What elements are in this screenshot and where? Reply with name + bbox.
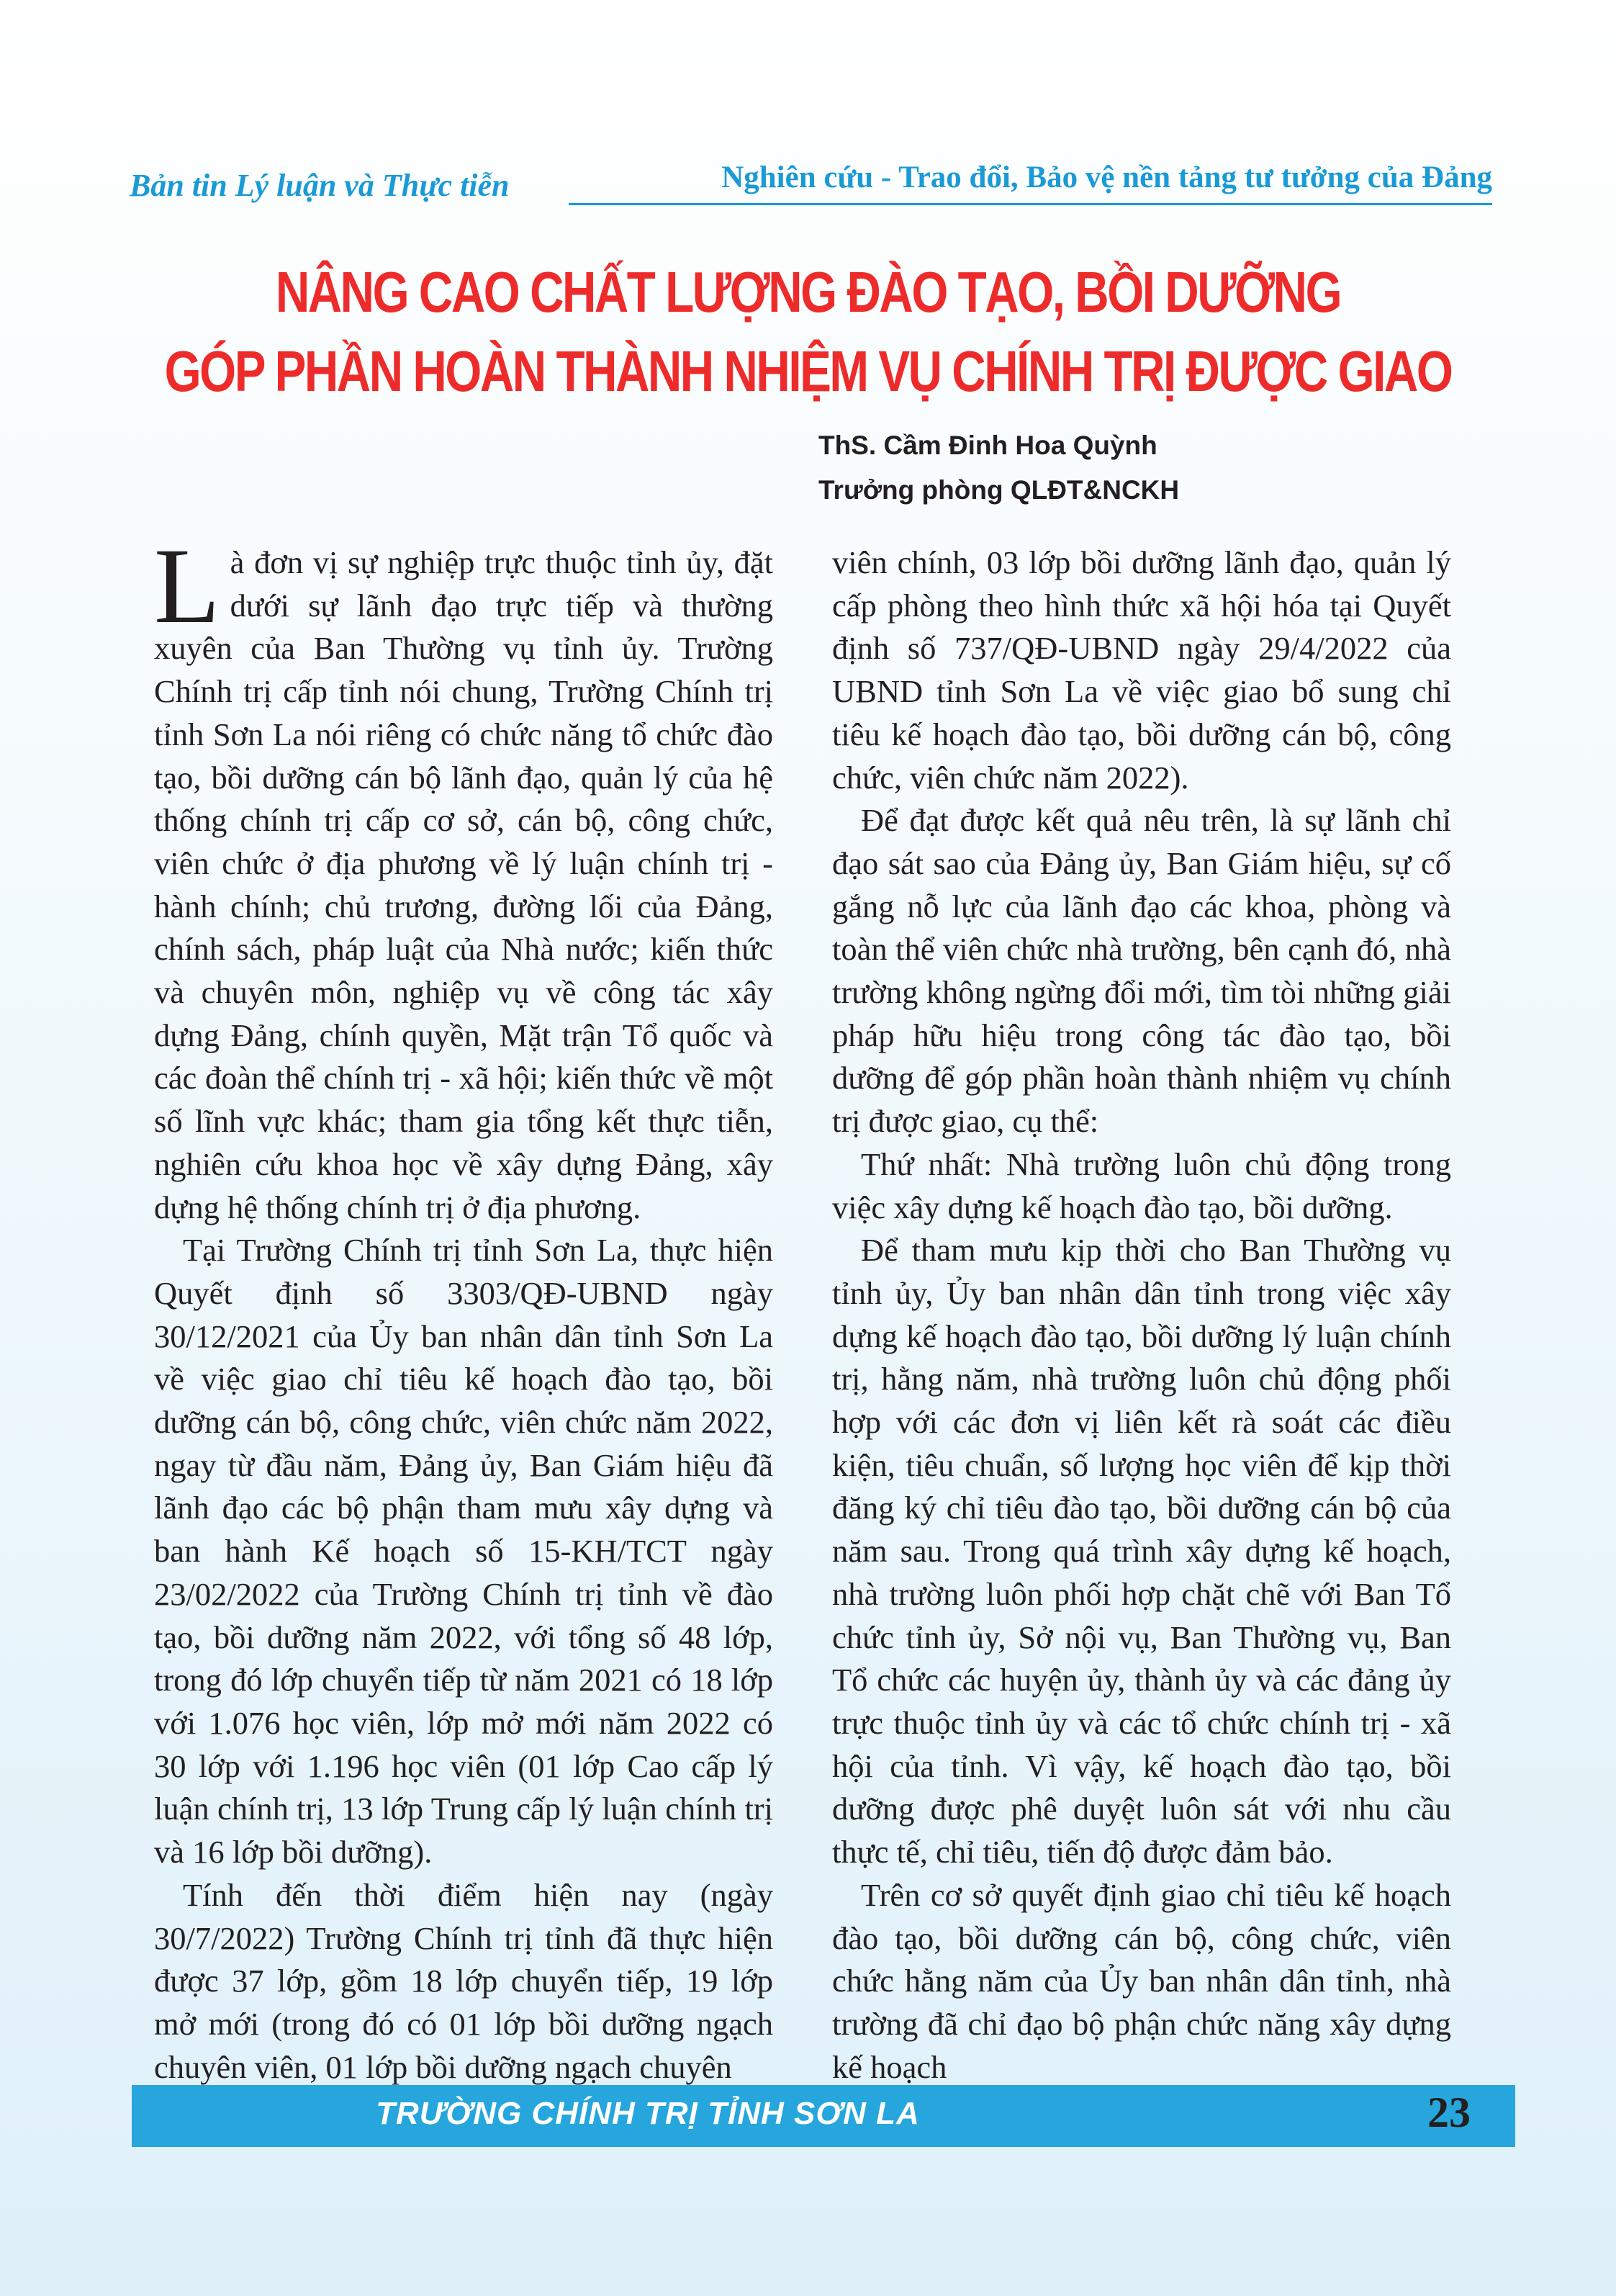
footer-institution: TRƯỜNG CHÍNH TRỊ TỈNH SƠN LA	[376, 2096, 920, 2131]
author-block	[818, 423, 1179, 513]
paragraph: Tính đến thời điểm hiện nay (ngày 30/7/2022) Trường Chính trị tỉnh đã thực hiện được 37 lớp, gồm 18 lớp chuyển tiếp, 19 lớp mở mới (trong đó có 01 lớp bồi dưỡng ngạch chuyên viên, 01 lớp bồi dưỡng ngạch chuyên	[154, 1876, 773, 2085]
author-position: Trưởng phòng QLĐT&NCKH	[818, 475, 1180, 505]
paragraph: Trên cơ sở quyết định giao chỉ tiêu kế hoạch đào tạo, bồi dưỡng cán bộ, công chức, viên chức hằng năm của Ủy ban nhân dân tỉnh, nhà trường đã chỉ đạo bộ phận chức năng xây dựng kế hoạch	[832, 1876, 1451, 2085]
column-left	[154, 526, 773, 2089]
article-title-line-2: GÓP PHẦN HOÀN THÀNH NHIỆM VỤ CHÍNH TRỊ ĐƯỢC GIAO	[164, 339, 1452, 403]
column-right	[832, 541, 1451, 2089]
publication-name: Bản tin Lý luận và Thực tiễn	[130, 168, 510, 203]
paragraph: Tại Trường Chính trị tỉnh Sơn La, thực hiện Quyết định số 3303/QĐ-UBND ngày 30/12/2021 của Ủy ban nhân dân tỉnh Sơn La về việc giao chỉ tiêu kế hoạch đào tạo, bồi dưỡng cán bộ, công chức, viên chức năm 2022, ngay từ đầu năm, Đảng ủy, Ban Giám hiệu đã lãnh đạo các bộ phận tham mưu xây dựng và ban hành Kế hoạch số 15-KH/TCT ngày 23/02/2022 của Trường Chính trị tỉnh về đào tạo, bồi dưỡng năm 2022, với tổng số 48 lớp, trong đó lớp chuyển tiếp từ năm 2021 có 18 lớp với 1.076 học viên, lớp mở mới năm 2022 có 30 lớp với 1.196 học viên (01 lớp Cao cấp lý luận chính trị, 13 lớp Trung cấp lý luận chính trị và 16 lớp bồi dưỡng).	[154, 1232, 773, 1870]
section-name: Nghiên cứu - Trao đổi, Bảo vệ nền tảng tư tưởng của Đảng	[721, 161, 1492, 194]
header-divider	[569, 203, 1492, 205]
paragraph: Để tham mưu kịp thời cho Ban Thường vụ tỉnh ủy, Ủy ban nhân dân tỉnh trong việc xây dựng kế hoạch đào tạo, bồi dưỡng lý luận chính trị, hằng năm, nhà trường luôn chủ động phối hợp với các đơn vị liên kết rà soát các điều kiện, tiêu chuẩn, số lượng học viên để kịp thời đăng ký chỉ tiêu đào tạo, bồi dưỡng cán bộ của năm sau. Trong quá trình xây dựng kế hoạch, nhà trường luôn phối hợp chặt chẽ với Ban Tổ chức tỉnh ủy, Sở nội vụ, Ban Thường vụ, Ban Tổ chức các huyện ủy, thành ủy và các đảng ủy trực thuộc tỉnh ủy và các tổ chức chính trị - xã hội của tỉnh. Vì vậy, kế hoạch đào tạo, bồi dưỡng được phê duyệt luôn sát với nhu cầu thực tế, chỉ tiêu, tiến độ được đảm bảo.	[832, 1232, 1451, 1870]
page-number: 23	[1427, 2089, 1471, 2136]
author-name: ThS. Cầm Đinh Hoa Quỳnh	[818, 431, 1157, 460]
paragraph: Thứ nhất: Nhà trường luôn chủ động trong việc xây dựng kế hoạch đào tạo, bồi dưỡng.	[832, 1145, 1451, 1225]
article-title-line-1: NÂNG CAO CHẤT LƯỢNG ĐÀO TẠO, BỒI DƯỠNG	[275, 260, 1341, 324]
drop-cap: L	[154, 526, 220, 646]
paragraph: Để đạt được kết quả nêu trên, là sự lãnh chỉ đạo sát sao của Đảng ủy, Ban Giám hiệu, sự cố gắng nỗ lực của lãnh đạo các khoa, phòng và toàn thể viên chức nhà trường, bên cạnh đó, nhà trường không ngừng đổi mới, tìm tòi những giải pháp hữu hiệu trong công tác đào tạo, bồi dưỡng để góp phần hoàn thành nhiệm vụ chính trị được giao, cụ thể:	[832, 802, 1451, 1140]
paragraph: viên chính, 03 lớp bồi dưỡng lãnh đạo, quản lý cấp phòng theo hình thức xã hội hóa tại Quyết định số 737/QĐ-UBND ngày 29/4/2022 của UBND tỉnh Sơn La về việc giao bổ sung chỉ tiêu kế hoạch đào tạo, bồi dưỡng cán bộ, công chức, viên chức năm 2022).	[832, 544, 1451, 796]
paragraph	[154, 526, 773, 1229]
paragraph-text: à đơn vị sự nghiệp trực thuộc tỉnh ủy, đặt dưới sự lãnh đạo trực tiếp và thường xuyên của Ban Thường vụ tỉnh ủy. Trường Chính trị cấp tỉnh nói chung, Trường Chính trị tỉnh Sơn La nói riêng có chức năng tổ chức đào tạo, bồi dưỡng cán bộ lãnh đạo, quản lý của hệ thống chính trị cấp cơ sở, cán bộ, công chức, viên chức ở địa phương về lý luận chính trị - hành chính; chủ trương, đường lối của Đảng, chính sách, pháp luật của Nhà nước; kiến thức và chuyên môn, nghiệp vụ về công tác xây dựng Đảng, chính quyền, Mặt trận Tổ quốc và các đoàn thể chính trị - xã hội; kiến thức về một số lĩnh vực khác; tham gia tổng kết thực tiễn, nghiên cứu khoa học về xây dựng Đảng, xây dựng hệ thống chính trị ở địa phương.	[154, 544, 773, 1225]
